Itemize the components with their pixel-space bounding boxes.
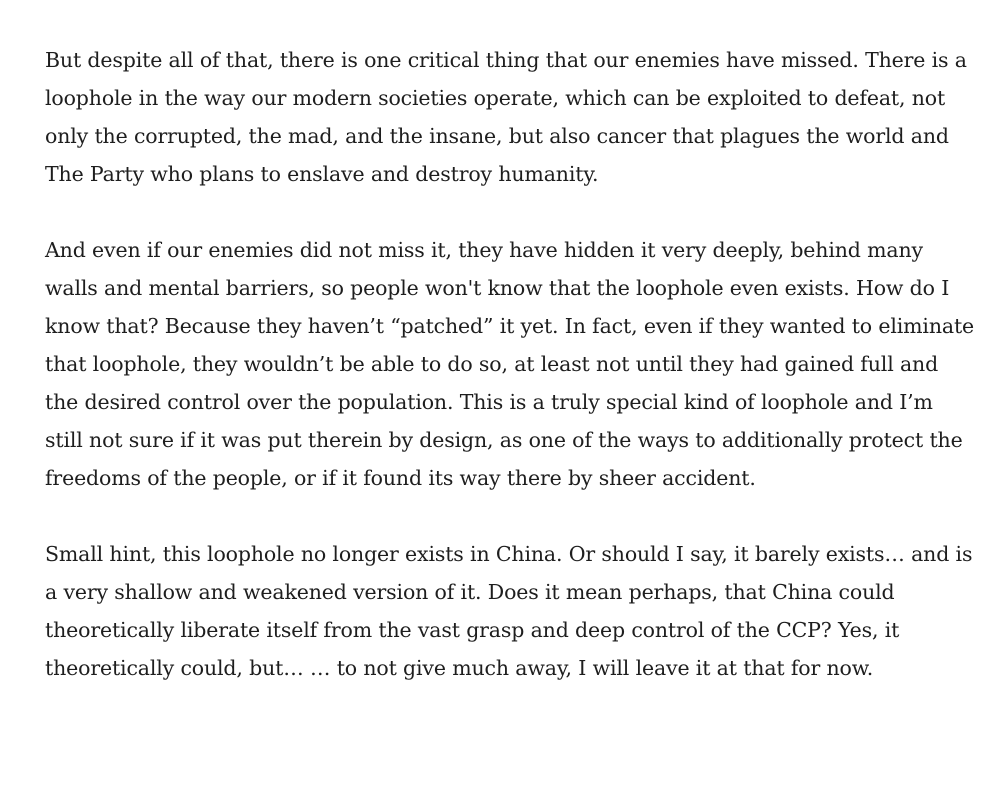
paragraph-3: Small hint, this loophole no longer exists in China. Or should I say, it barely exists… and is a very shallow and weakened version of it. Does it mean perhaps, that China could theoretically liberate itself from the vast grasp and deep control of the CCP? Yes, it theoretically could, but… … to not give much away, I will leave it at that for now. bbox=[45, 542, 973, 680]
article-body bbox=[45, 41, 975, 687]
paragraph-2: And even if our enemies did not miss it, they have hidden it very deeply, behind many walls and mental barriers, so people won't know that the loophole even exists. How do I know that? Because they haven’t “patched” it yet. In fact, even if they wanted to eliminate that loophole, they wouldn’t be able to do so, at least not until they had gained full and the desired control over the population. This is a truly special kind of loophole and I’m still not sure if it was put therein by design, as one of the ways to additionally protect the freedoms of the people, or if it found its way there by sheer accident. bbox=[45, 238, 975, 490]
paragraph-1: But despite all of that, there is one critical thing that our enemies have missed. There is a loophole in the way our modern societies operate, which can be exploited to defeat, not only the corrupted, the mad, and the insane, but also cancer that plagues the world and The Party who plans to enslave and destroy humanity. bbox=[45, 48, 967, 186]
